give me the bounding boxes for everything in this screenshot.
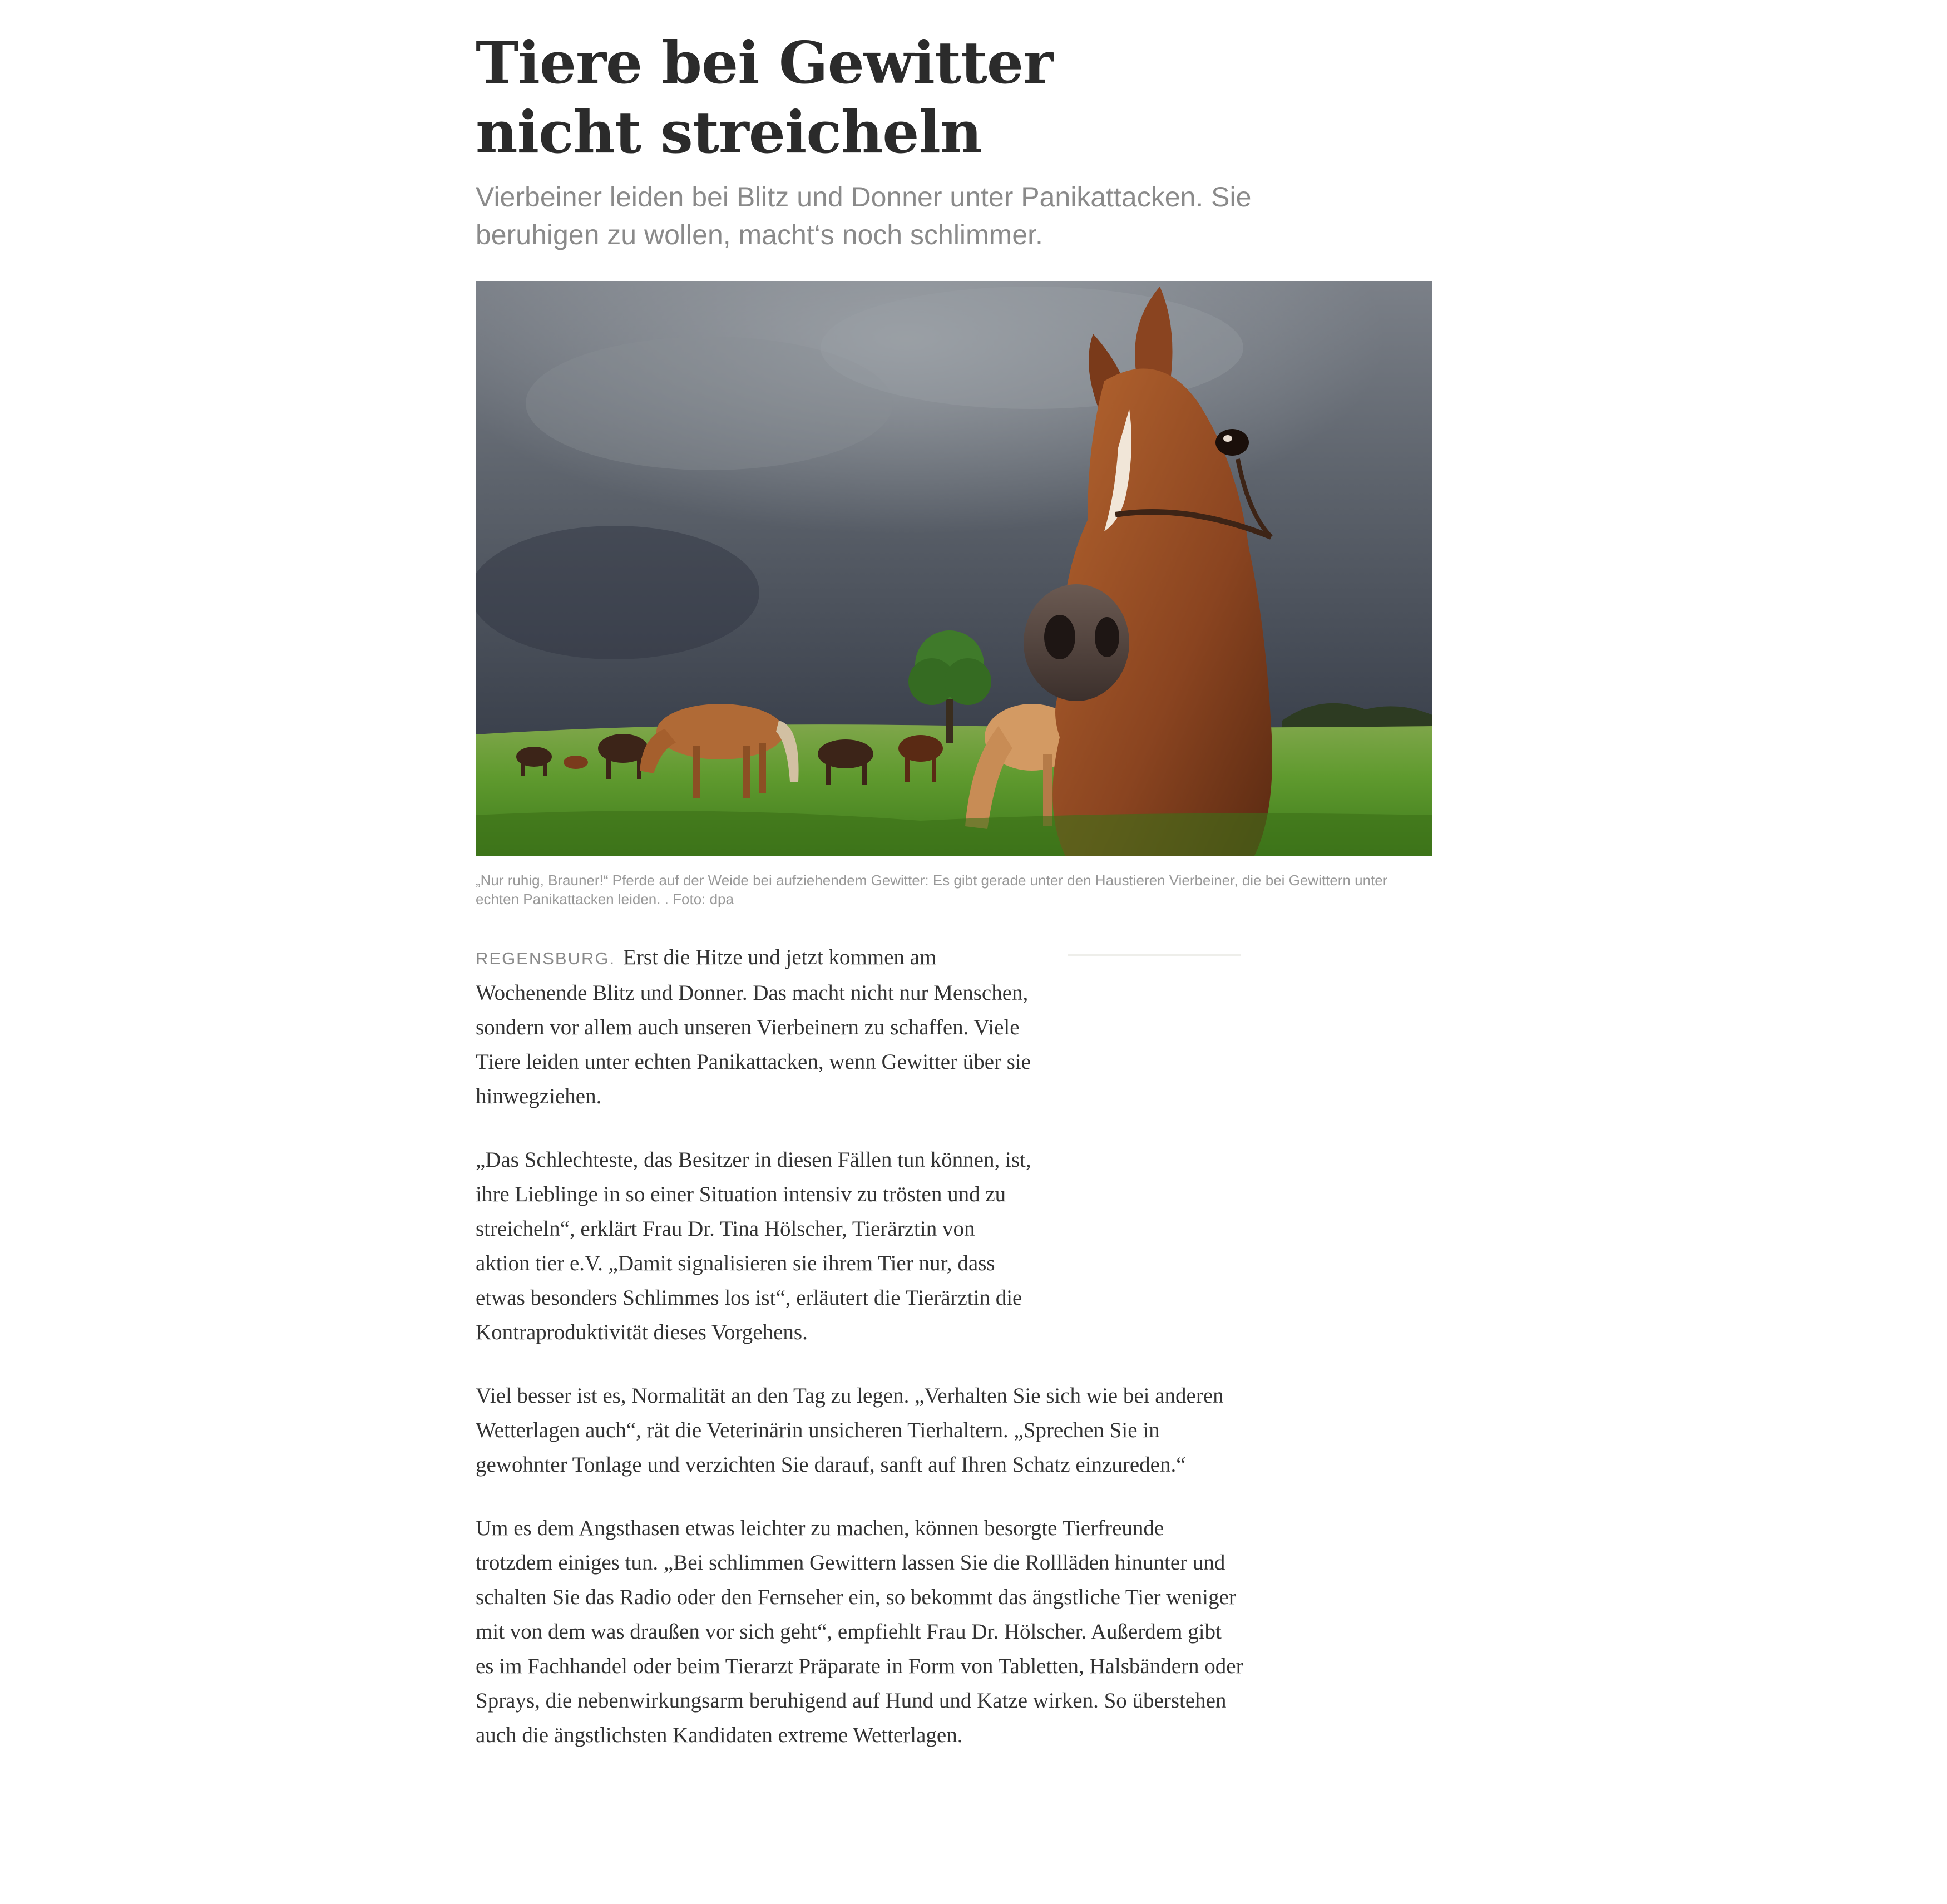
article-headline: Tiere bei Gewitter nicht streicheln bbox=[476, 28, 1053, 166]
hero-image[interactable] bbox=[476, 281, 1432, 856]
paragraph-3: Viel besser ist es, Normalität an den Tag zu legen. „Verhalten Sie sich wie bei anderen Wetterlagen auch“, rät die Veterinärin unsicheren Tierhaltern. „Sprechen Sie in gewohnter Tonlage und verzichten Sie darauf, sanft auf Ihren Schatz einzureden.“ bbox=[476, 1384, 1224, 1477]
paragraph-4: Um es dem Angsthasen etwas leichter zu machen, können besorgte Tierfreunde trotzdem einiges tun. „Bei schlimmen Gewittern lassen Sie die Rollläden hinunter und schalten Sie das Radio oder den Fernseher ein, so bekommt das ängstliche Tier weniger mit von dem was draußen vor sich geht“, empfiehlt Frau Dr. Hölscher. Außerdem gibt es im Fachhandel oder beim Tierarzt Präparate in Form von Tabletten, Halsbändern oder Sprays, die nebenwirkungsarm beruhigend auf Hund und Katze wirken. So überstehen auch die ängstlichsten Kandidaten extreme Wetterlagen. bbox=[476, 1516, 1243, 1747]
paragraph-1-text: Erst die Hitze und jetzt kommen am Wochenende Blitz und Donner. Das macht nicht nur Menschen, sondern vor allem auch unseren Vierbeinern zu schaffen. Viele Tiere leiden unter echten Panikattacken, wenn Gewitter über sie hinwegziehen. bbox=[476, 945, 1031, 1108]
article bbox=[476, 28, 1432, 1747]
horses-storm-photo bbox=[476, 281, 1432, 856]
paragraph-1 bbox=[476, 940, 1032, 1114]
article-subtitle: Vierbeiner leiden bei Blitz und Donner unter Panikattacken. Sie beruhigen zu wollen, macht‘s noch schlimmer. bbox=[476, 181, 1252, 250]
image-caption: „Nur ruhig, Brauner!“ Pferde auf der Weide bei aufziehendem Gewitter: Es gibt gerade unter den Haustieren Vierbeiner, die bei Gewittern unter echten Panikattacken leiden. . Foto: dpa bbox=[476, 872, 1388, 907]
dateline: REGENSBURG. bbox=[476, 949, 616, 968]
paragraph-2: „Das Schlechteste, das Besitzer in diesen Fällen tun können, ist, ihre Lieblinge in so einer Situation intensiv zu trösten und zu streicheln“, erklärt Frau Dr. Tina Hölscher, Tierärztin von aktion tier e.V. „Damit signalisieren sie ihrem Tier nur, dass etwas besonders Schlimmes los ist“, erläutert die Tierärztin die Kontraproduktivität dieses Vorgehens. bbox=[476, 1148, 1031, 1344]
article-body bbox=[476, 940, 1243, 1782]
